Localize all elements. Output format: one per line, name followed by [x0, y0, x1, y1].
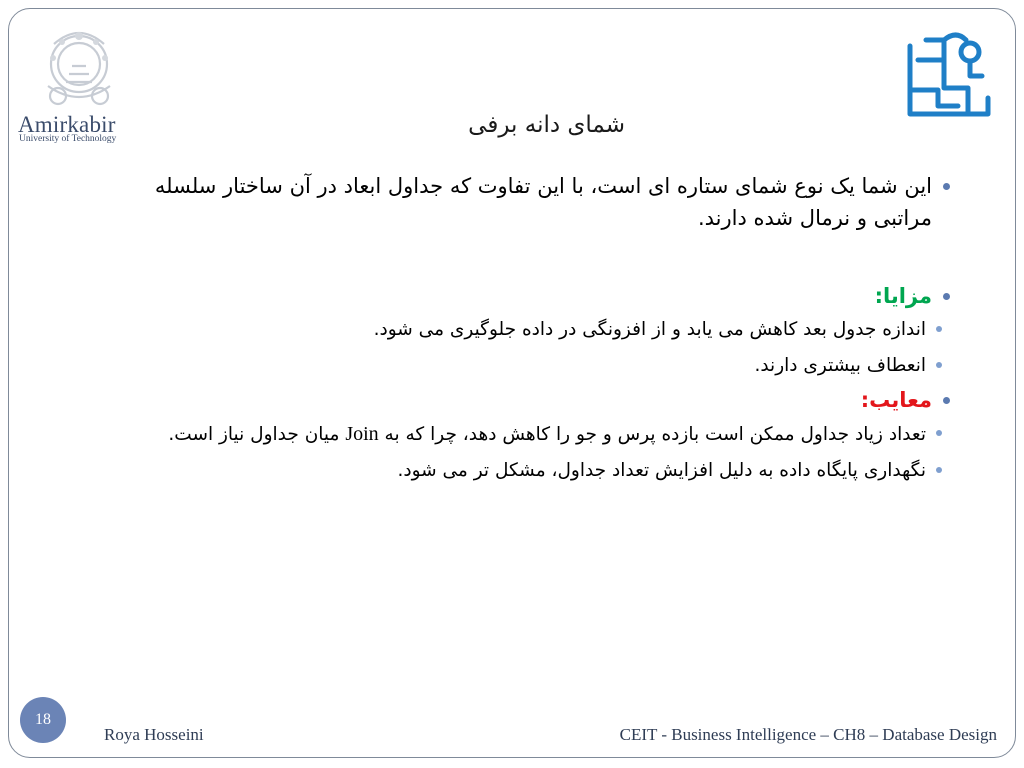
- advantage-item: [108, 350, 950, 382]
- slide-number-badge: 18: [20, 697, 66, 743]
- disadvantage-text: نگهداری پایگاه داده به دلیل افزایش تعداد جداول، مشکل تر می شود.: [397, 460, 926, 481]
- bullet-dot-icon: [936, 467, 942, 473]
- slide-title: شمای دانه برفی: [468, 112, 625, 138]
- slide-body: [108, 170, 950, 487]
- intro-text: این شما یک نوع شمای ستاره ای است، با این تفاوت که جداول ابعاد در آن ساختار سلسله مراتبی و نرمال شده دارند.: [154, 174, 932, 230]
- intro-bullet: [108, 170, 950, 234]
- ceit-logo-icon: [898, 26, 996, 124]
- advantage-text: اندازه جدول بعد کاهش می یابد و از افزونگی در داده جلوگیری می شود.: [373, 319, 926, 340]
- join-keyword: Join: [345, 423, 379, 445]
- advantages-heading-bullet: [108, 280, 950, 312]
- brand-name: Amirkabir: [18, 112, 116, 137]
- brand-subtitle: University of Technology: [19, 134, 117, 144]
- advantage-item: [108, 314, 950, 346]
- footer-course: CEIT - Business Intelligence – CH8 – Database Design: [619, 725, 997, 744]
- bullet-dot-icon: [943, 183, 950, 190]
- disadvantages-heading: معایب:: [860, 388, 932, 412]
- disadvantages-heading-bullet: [108, 384, 950, 416]
- advantage-text: انعطاف بیشتری دارند.: [754, 355, 926, 376]
- disadvantage-text-part2: میان جداول نیاز است.: [168, 424, 340, 445]
- footer-author: Roya Hosseini: [104, 725, 204, 744]
- disadvantage-item: [108, 418, 950, 451]
- bullet-dot-icon: [943, 397, 950, 404]
- advantages-heading: مزایا:: [874, 284, 932, 308]
- bullet-dot-icon: [936, 326, 942, 332]
- bullet-dot-icon: [936, 430, 942, 436]
- bullet-dot-icon: [943, 293, 950, 300]
- disadvantage-item: [108, 455, 950, 487]
- disadvantage-text-part1: تعداد زیاد جداول ممکن است بازده پرس و جو را کاهش دهد، چرا که به: [384, 424, 926, 445]
- bullet-dot-icon: [936, 362, 942, 368]
